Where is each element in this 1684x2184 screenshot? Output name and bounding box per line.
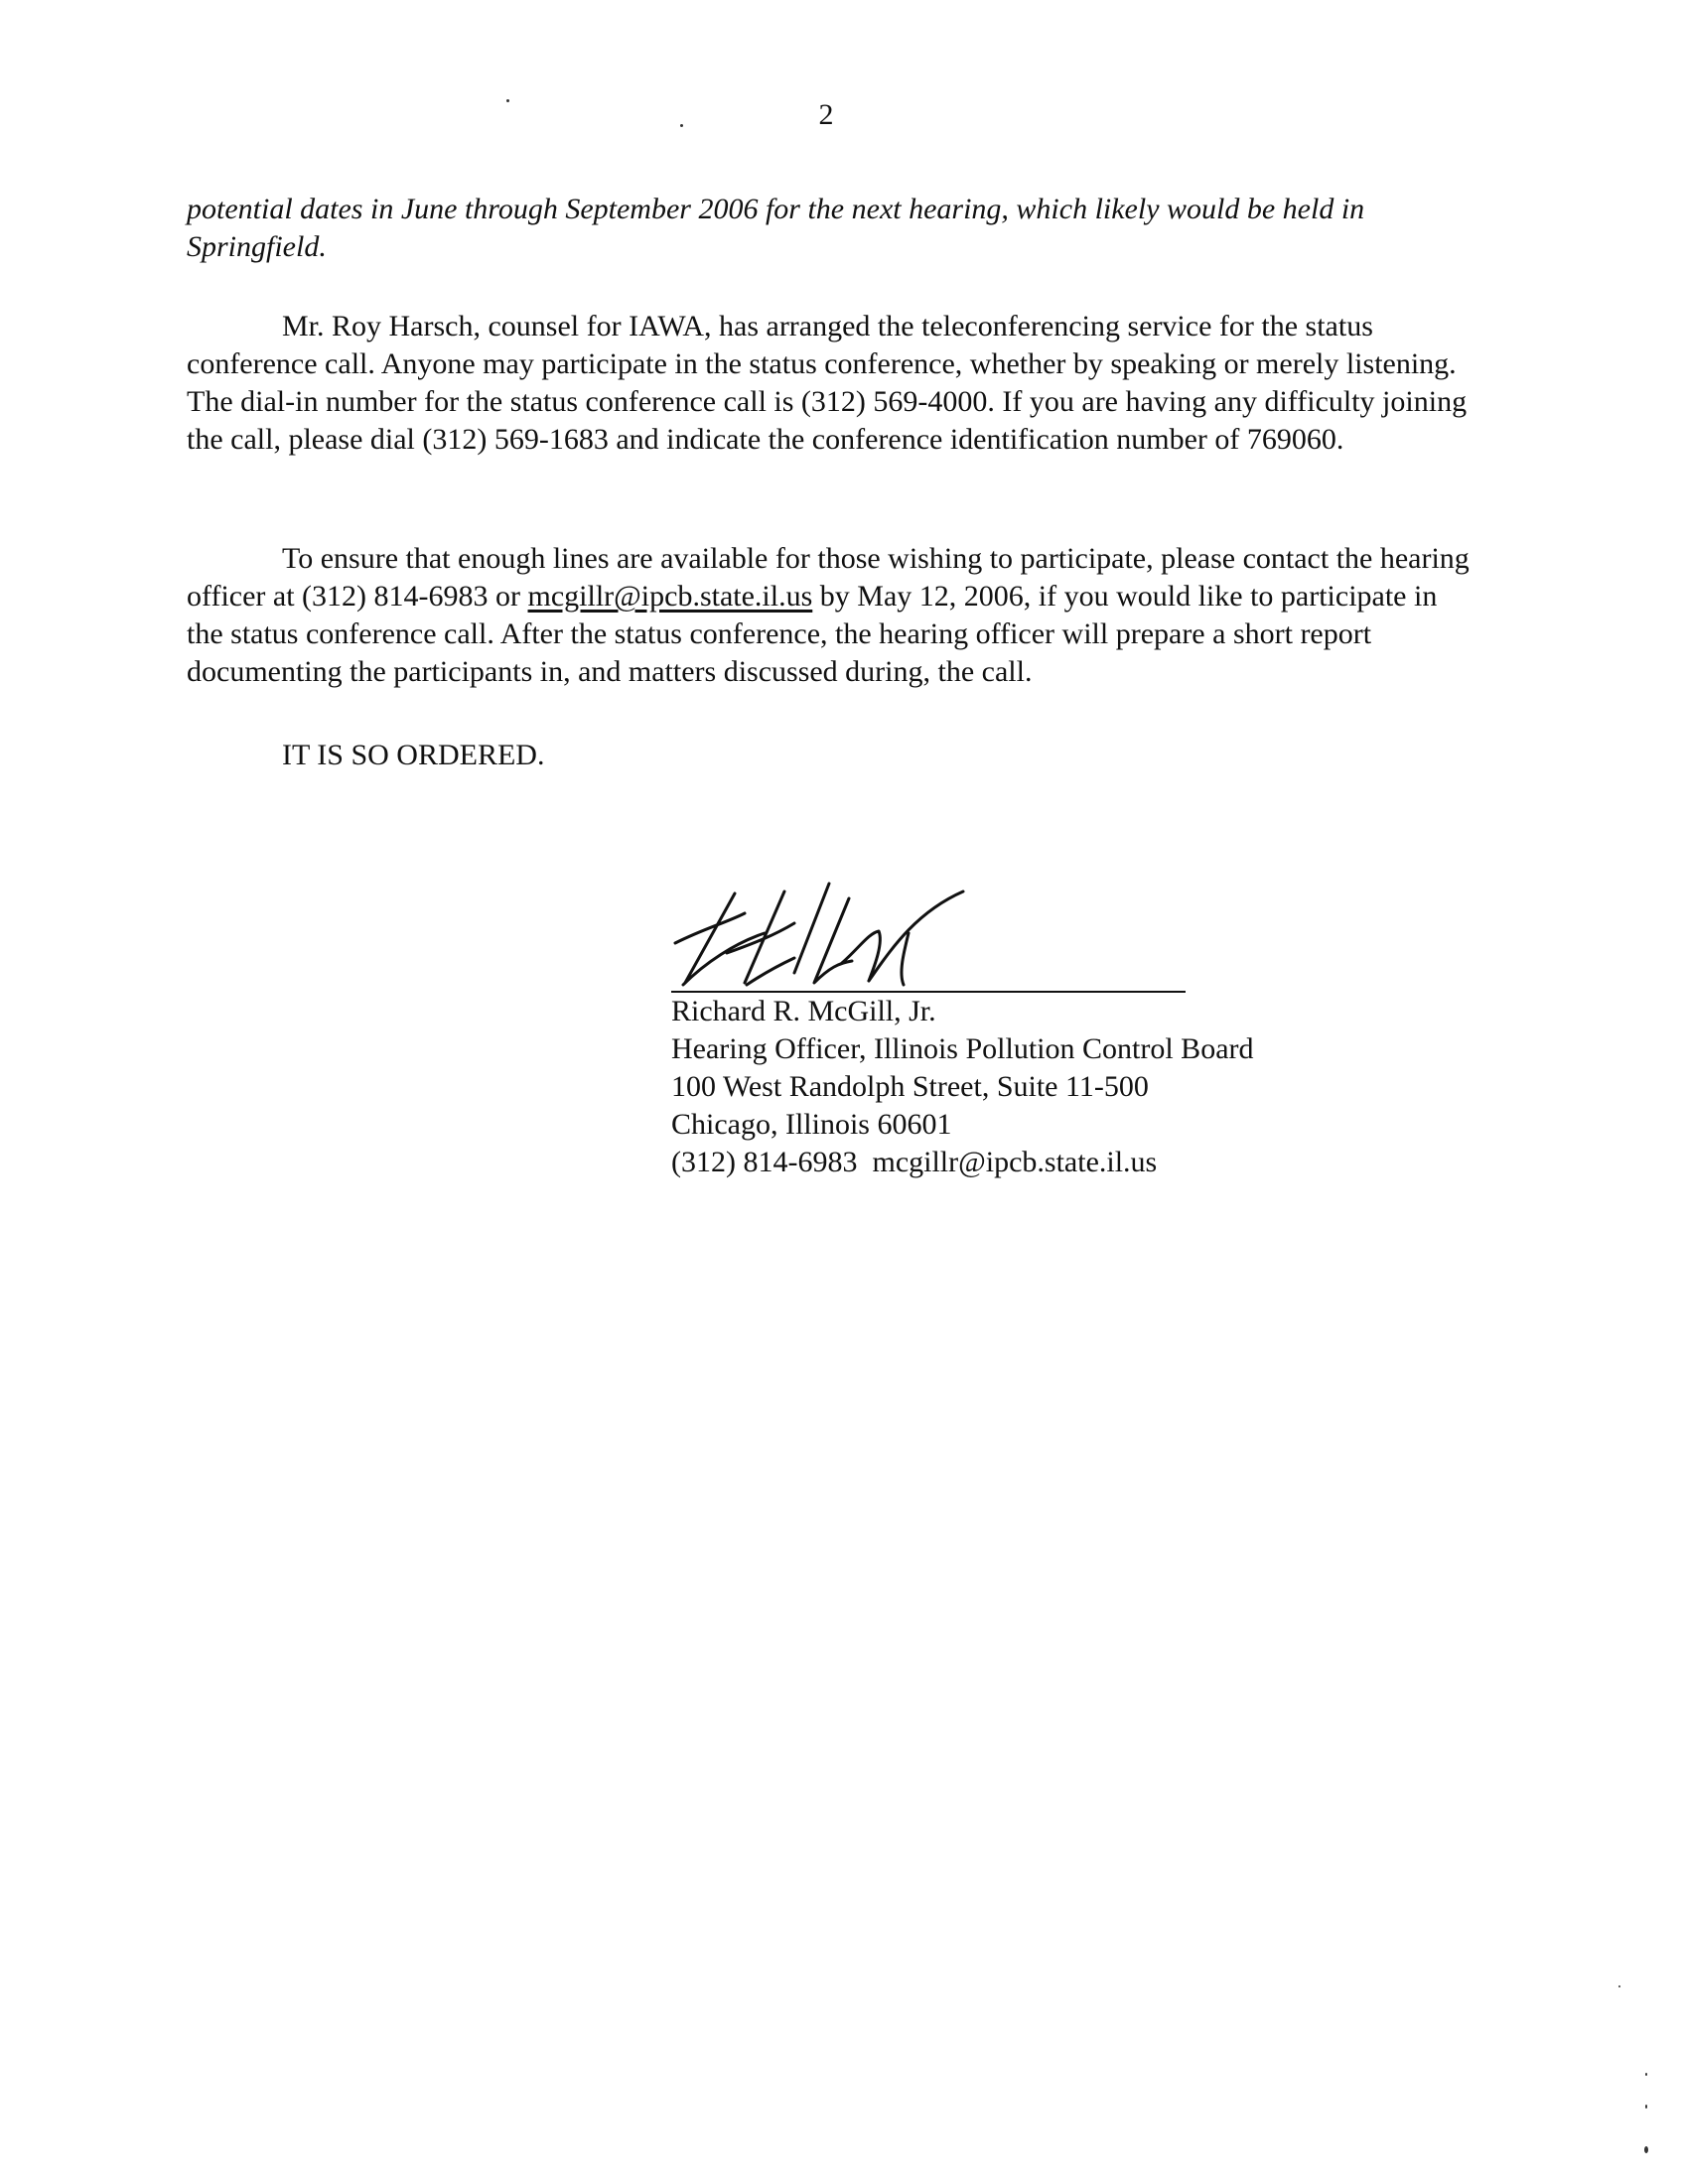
scan-speck bbox=[1644, 2146, 1648, 2153]
signature-block bbox=[671, 993, 1254, 1181]
so-ordered-line: IT IS SO ORDERED. bbox=[282, 739, 545, 771]
page-number: 2 bbox=[818, 98, 834, 131]
scan-speck bbox=[1645, 2073, 1647, 2076]
scan-speck bbox=[680, 124, 683, 127]
italic-continuation-paragraph: potential dates in June through September 2006 for the next hearing, which likely would be held in Springfield. bbox=[187, 193, 1365, 263]
scan-speck bbox=[506, 99, 509, 102]
handwritten-signature bbox=[665, 874, 983, 993]
scan-speck bbox=[1645, 2105, 1647, 2109]
signer-address: 100 West Randolph Street, Suite 11-500 bbox=[671, 1070, 1149, 1103]
signer-phone: (312) 814-6983 bbox=[671, 1146, 858, 1178]
teleconference-paragraph bbox=[187, 308, 1477, 459]
participation-text-after-email: by May 12, 2006, if you would like to participate in the status conference call. After the status conference, the hearing officer will prepare a short report documenting the participants in, and matters discussed during, the call. bbox=[187, 580, 1438, 688]
scan-speck bbox=[1618, 1985, 1620, 1987]
signer-name: Richard R. McGill, Jr. bbox=[671, 995, 936, 1027]
teleconference-paragraph-text: Mr. Roy Harsch, counsel for IAWA, has arranged the teleconferencing service for the status conference call. Anyone may participate in the status conference, whether by speaking or merely listening. The dial-in number for the status conference call is (312) 569-4000. If you are having any difficulty joining the call, please dial (312) 569-1683 and indicate the conference identification number of 769060. bbox=[187, 310, 1468, 456]
signer-title: Hearing Officer, Illinois Pollution Control Board bbox=[671, 1032, 1254, 1065]
hearing-officer-email-link[interactable]: mcgillr@ipcb.state.il.us bbox=[527, 580, 813, 613]
participation-text-before-email: To ensure that enough lines are available for those wishing to participate, please contact the hearing officer at (312) 814-6983 or bbox=[187, 542, 1470, 613]
signer-contact bbox=[671, 1144, 1254, 1181]
signer-email: mcgillr@ipcb.state.il.us bbox=[872, 1146, 1158, 1178]
signer-city: Chicago, Illinois 60601 bbox=[671, 1108, 952, 1141]
participation-paragraph bbox=[187, 540, 1477, 691]
